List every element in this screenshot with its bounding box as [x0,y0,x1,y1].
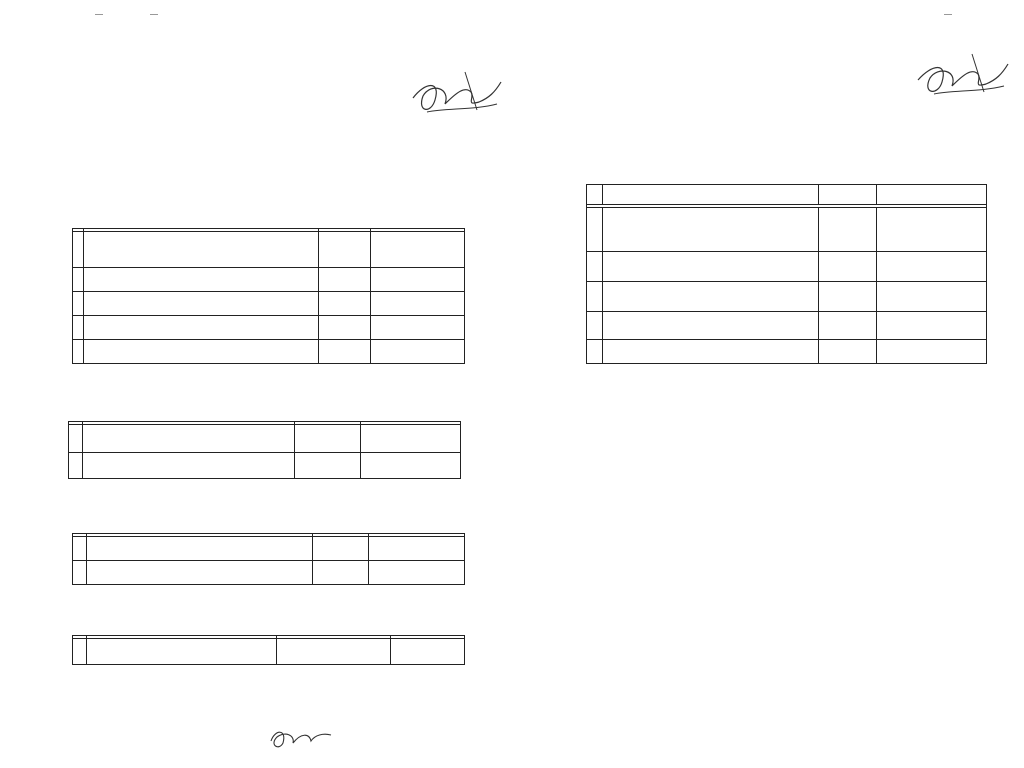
row-number [587,282,603,312]
row-term [819,340,877,364]
row-responsible [371,232,465,268]
row-term [295,425,361,453]
plan-table [72,635,465,665]
row-responsible [877,282,987,312]
column-header [587,185,603,205]
row-number [73,292,84,316]
table-row [69,453,461,479]
table-row [73,561,465,585]
row-event [603,252,819,282]
row-term [819,252,877,282]
row-term [319,292,371,316]
row-event [87,639,277,665]
row-term [277,639,391,665]
table-row [587,252,987,282]
table-row [73,316,465,340]
row-event [83,453,295,479]
table-row [69,425,461,453]
row-number [73,340,84,364]
table-row [73,340,465,364]
page-kazakh-plan-bottom [0,385,512,768]
table-row [587,312,987,340]
row-term [819,282,877,312]
row-term [319,316,371,340]
director-signature [405,62,505,124]
plan-table [72,228,465,364]
row-responsible [391,639,465,665]
row-responsible [361,453,461,479]
table-header-row [587,185,987,205]
table-row [73,639,465,665]
row-responsible [361,425,461,453]
scan-mark [944,14,952,15]
row-responsible [877,312,987,340]
scan-mark [150,14,158,15]
row-responsible [877,252,987,282]
table-row [587,208,987,252]
row-term [319,232,371,268]
table-row [73,232,465,268]
row-responsible [371,268,465,292]
row-number [587,312,603,340]
scan-mark [95,14,103,15]
row-responsible [877,208,987,252]
row-number [73,268,84,292]
row-number [73,232,84,268]
table-row [73,292,465,316]
page-russian-plan-top [512,0,1024,385]
row-term [819,208,877,252]
row-event [84,316,319,340]
row-responsible [371,292,465,316]
row-responsible [371,316,465,340]
row-number [73,537,87,561]
row-term [819,312,877,340]
row-term [313,561,369,585]
row-term [319,268,371,292]
row-event [84,340,319,364]
row-responsible [371,340,465,364]
row-number [587,252,603,282]
row-term [319,340,371,364]
row-number [69,425,83,453]
row-event [87,561,313,585]
row-event [84,268,319,292]
row-number [587,208,603,252]
table-row [587,282,987,312]
table-row [587,340,987,364]
page-kazakh-plan-top [0,0,512,385]
row-event [603,340,819,364]
row-number [73,316,84,340]
row-event [87,537,313,561]
row-responsible [369,537,465,561]
row-event [84,292,319,316]
row-number [587,340,603,364]
table-row [73,537,465,561]
row-event [83,425,295,453]
row-number [69,453,83,479]
row-term [295,453,361,479]
plan-table [72,533,465,585]
row-responsible [369,561,465,585]
row-responsible [877,340,987,364]
row-event [84,232,319,268]
row-term [313,537,369,561]
plan-table [586,184,987,364]
column-header [819,185,877,205]
column-header [877,185,987,205]
column-header [603,185,819,205]
row-number [73,639,87,665]
table-row [73,268,465,292]
row-number [73,561,87,585]
plan-table [68,421,461,479]
deputy-signature [265,723,335,753]
row-event [603,208,819,252]
row-event [603,312,819,340]
director-signature [910,46,1010,108]
row-event [603,282,819,312]
